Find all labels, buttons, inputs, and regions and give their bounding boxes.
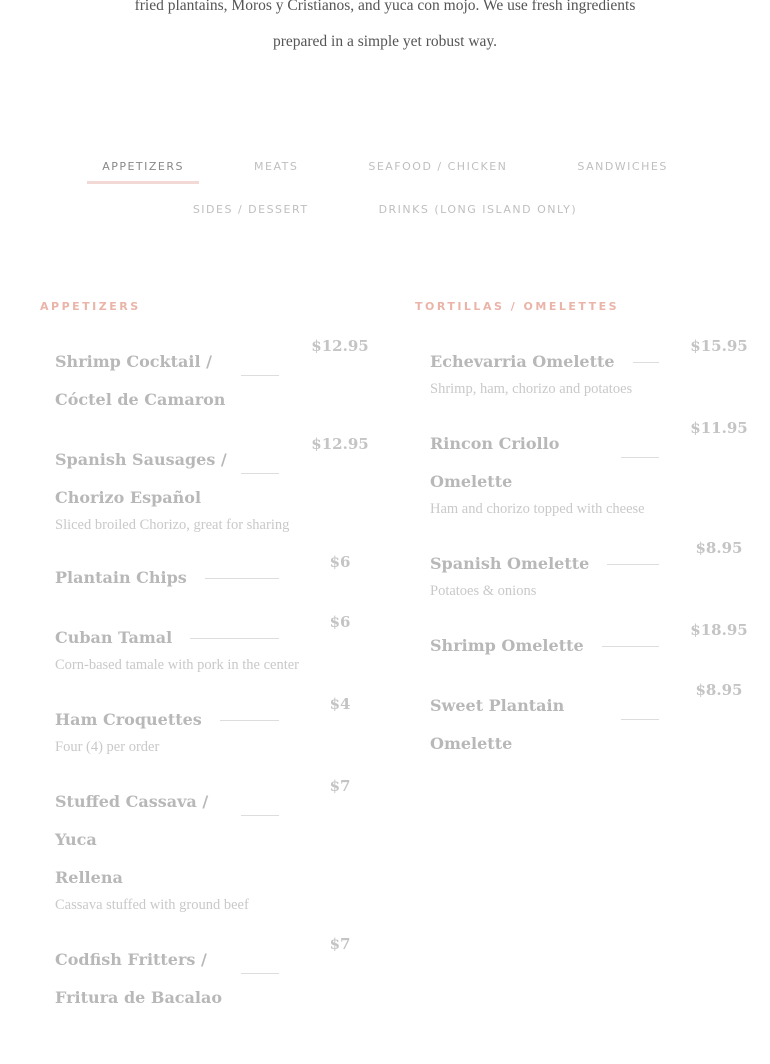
menu-item-description: Sliced broiled Chorizo, great for sharing xyxy=(55,517,290,533)
menu-item-header xyxy=(430,539,743,583)
menu-item-header xyxy=(55,553,355,597)
menu-item-price: $8.95 xyxy=(695,681,743,699)
appetizers-section xyxy=(40,300,369,1039)
tab-sandwiches[interactable]: SANDWICHES xyxy=(577,160,668,173)
intro-text xyxy=(100,0,670,60)
menu-item-header xyxy=(430,337,748,381)
menu-item-name: Codfish Fritters / Fritura de Bacalao xyxy=(55,950,223,1007)
menu-item-name: Shrimp Cocktail / Cóctel de Camaron xyxy=(55,352,226,409)
menu-item-price: $6 xyxy=(329,613,351,631)
menu-item-header xyxy=(55,935,355,1017)
dotted-leader-line xyxy=(205,578,279,579)
dotted-leader-line xyxy=(621,457,659,458)
menu-item-description: Shrimp, ham, chorizo and potatoes xyxy=(430,381,633,397)
dotted-leader-line xyxy=(621,719,659,720)
tab-row-2 xyxy=(0,193,770,224)
menu-item xyxy=(40,695,355,761)
menu-item-price: $12.95 xyxy=(311,435,369,453)
dotted-leader-line xyxy=(607,564,659,565)
appetizers-list xyxy=(40,337,369,1017)
tab-appetizers[interactable]: APPETIZERS xyxy=(87,150,199,184)
menu-item-price: $7 xyxy=(329,777,351,795)
menu-item-description: Corn-based tamale with pork in the center xyxy=(55,657,300,673)
menu-item-price: $15.95 xyxy=(690,337,748,355)
tab-sides-dessert[interactable]: SIDES / DESSERT xyxy=(192,203,309,216)
menu-item xyxy=(40,337,369,419)
menu-item-name: Rincon Criollo Omelette xyxy=(430,434,560,491)
tortillas-list xyxy=(415,337,748,763)
menu-item xyxy=(415,621,748,665)
tab-seafood-chicken[interactable]: SEAFOOD / CHICKEN xyxy=(368,160,508,173)
menu-item-name: Stuffed Cassava / Yuca Rellena xyxy=(55,792,209,887)
dotted-leader-line xyxy=(241,375,279,376)
tab-row-1 xyxy=(0,150,770,184)
dotted-leader-line xyxy=(220,720,279,721)
menu-item-price: $12.95 xyxy=(311,337,369,355)
menu-item-header xyxy=(55,695,355,739)
menu-item xyxy=(40,613,355,679)
section-title-tortillas: TORTILLAS / OMELETTES xyxy=(415,300,620,313)
tortillas-section xyxy=(415,300,748,785)
menu-item-price: $18.95 xyxy=(690,621,748,639)
intro-line-1: fried plantains, Moros y Cristianos, and yuca con mojo. We use fresh ingredients xyxy=(134,0,636,14)
dotted-leader-line xyxy=(602,646,659,647)
intro-line-2: prepared in a simple yet robust way. xyxy=(272,33,498,50)
menu-item xyxy=(40,935,355,1017)
menu-item xyxy=(40,777,355,919)
menu-item xyxy=(415,419,748,523)
menu-item-header xyxy=(55,613,355,657)
menu-item-price: $7 xyxy=(329,935,351,953)
menu-item-price: $11.95 xyxy=(690,419,748,437)
menu-item-header xyxy=(55,435,369,517)
menu-item-name: Spanish Omelette xyxy=(430,554,590,573)
menu-item-name: Shrimp Omelette xyxy=(430,636,584,655)
menu-item-description: Cassava stuffed with ground beef xyxy=(55,897,249,913)
menu-item-name: Plantain Chips xyxy=(55,568,187,587)
menu-item xyxy=(415,681,743,763)
menu-item-name: Sweet Plantain Omelette xyxy=(430,696,565,753)
tab-drinks[interactable]: DRINKS (LONG ISLAND ONLY) xyxy=(378,203,578,216)
menu-item-price: $8.95 xyxy=(695,539,743,557)
menu-item-description: Ham and chorizo topped with cheese xyxy=(430,501,645,517)
menu-item-name: Ham Croquettes xyxy=(55,710,202,729)
menu-item-name: Cuban Tamal xyxy=(55,628,173,647)
tab-meats[interactable]: MEATS xyxy=(254,160,299,173)
menu-item-header xyxy=(430,681,743,763)
menu-item-price: $4 xyxy=(329,695,351,713)
menu-item xyxy=(415,539,743,605)
menu-item xyxy=(40,435,369,539)
menu-item-description: Four (4) per order xyxy=(55,739,160,755)
menu-item-name: Echevarria Omelette xyxy=(430,352,615,371)
section-title-appetizers: APPETIZERS xyxy=(40,300,141,313)
dotted-leader-line xyxy=(241,473,279,474)
menu-item-header xyxy=(55,777,355,897)
menu-item-price: $6 xyxy=(329,553,351,571)
dotted-leader-line xyxy=(190,638,279,639)
menu-item xyxy=(40,553,355,597)
menu-item-header xyxy=(430,621,748,665)
menu-item-description: Potatoes & onions xyxy=(430,583,537,599)
menu-item-header xyxy=(430,419,748,501)
dotted-leader-line xyxy=(241,815,279,816)
dotted-leader-line xyxy=(633,362,659,363)
dotted-leader-line xyxy=(241,973,279,974)
menu-item xyxy=(415,337,748,403)
menu-tabs xyxy=(0,150,770,224)
menu-item-header xyxy=(55,337,369,419)
menu-item-name: Spanish Sausages / Chorizo Español xyxy=(55,450,227,507)
